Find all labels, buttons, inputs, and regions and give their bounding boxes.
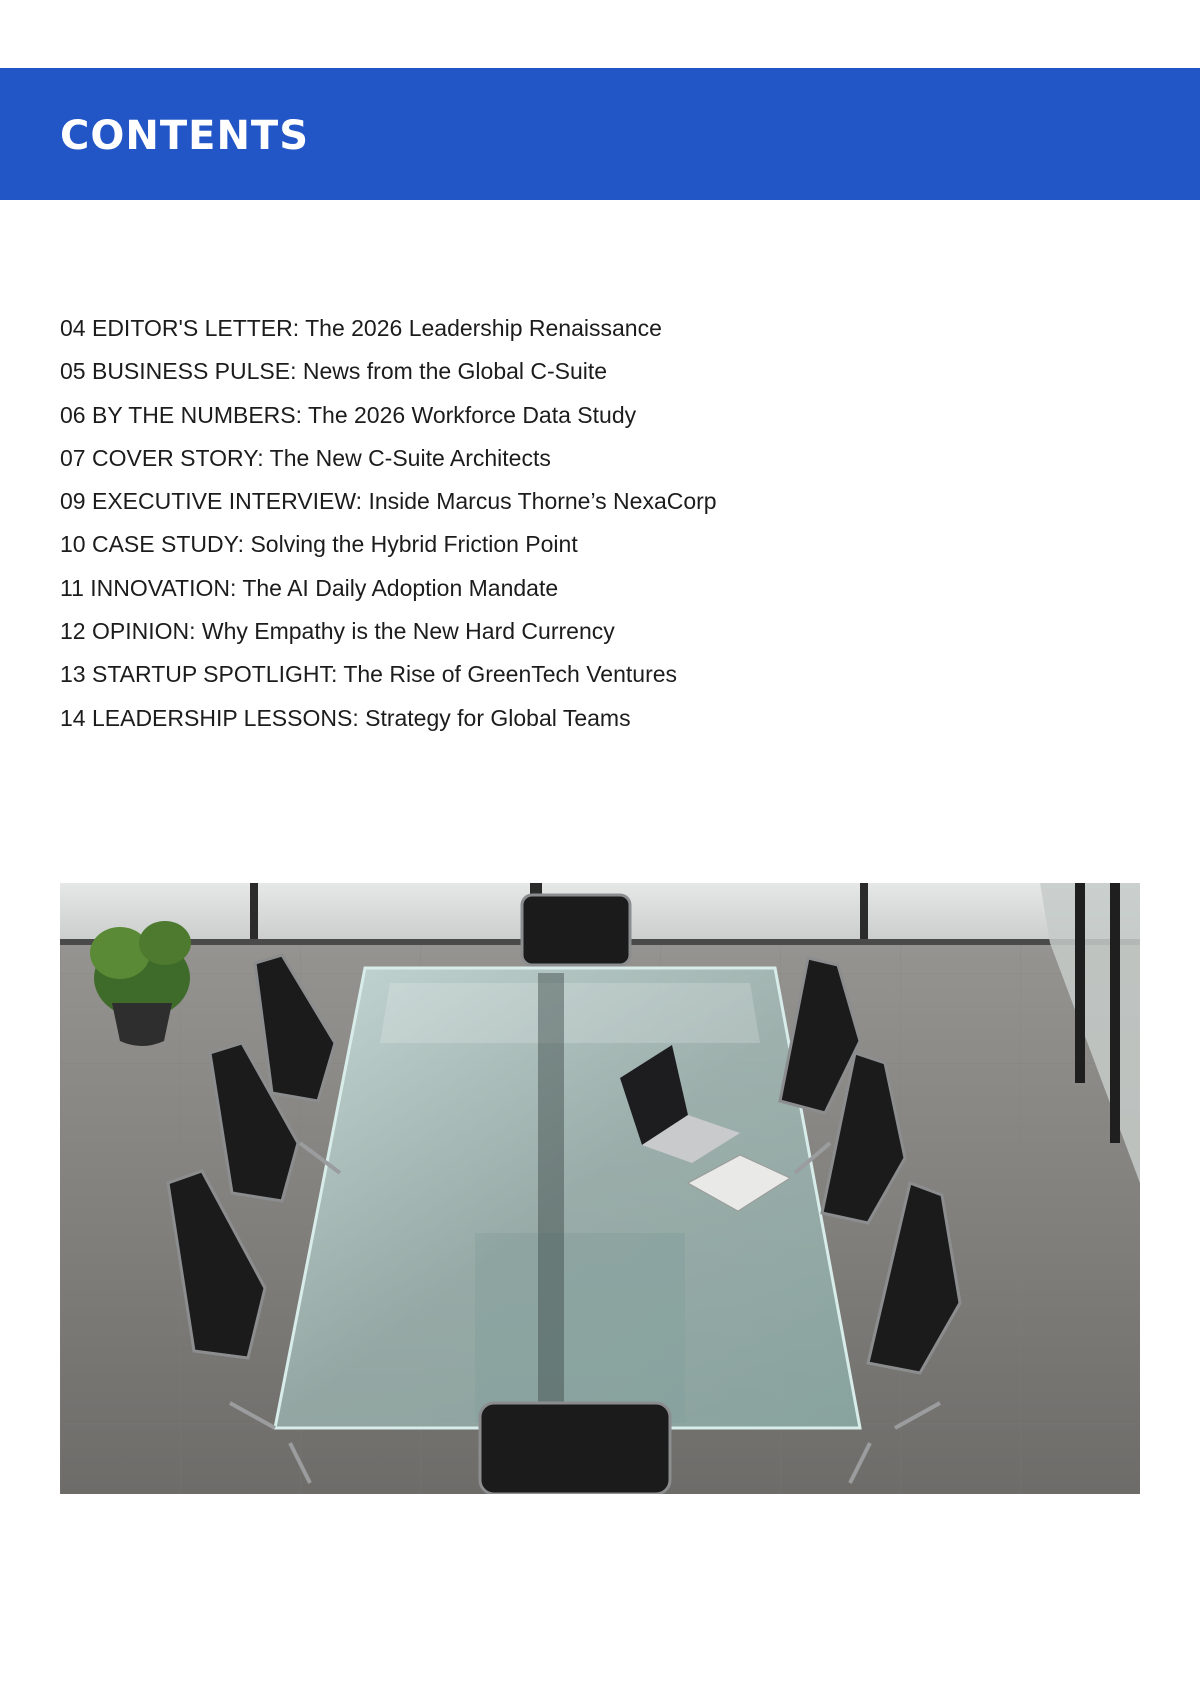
conference-room-photo: [60, 883, 1140, 1494]
toc-item: 10 CASE STUDY: Solving the Hybrid Friction Point: [60, 531, 578, 558]
toc-item: 07 COVER STORY: The New C-Suite Architects: [60, 444, 551, 471]
contents-header-band: [0, 68, 1200, 200]
toc-item: 06 BY THE NUMBERS: The 2026 Workforce Data Study: [60, 401, 637, 428]
toc-item: 12 OPINION: Why Empathy is the New Hard Currency: [60, 618, 615, 645]
table-of-contents: [60, 307, 717, 740]
conference-room-illustration: [60, 883, 1140, 1494]
toc-item: 13 STARTUP SPOTLIGHT: The Rise of GreenTech Ventures: [60, 661, 678, 688]
toc-item: 05 BUSINESS PULSE: News from the Global C-Suite: [60, 358, 608, 385]
page-title: CONTENTS: [60, 113, 310, 159]
toc-item: 09 EXECUTIVE INTERVIEW: Inside Marcus Thorne’s NexaCorp: [60, 488, 717, 515]
toc-item: 04 EDITOR'S LETTER: The 2026 Leadership Renaissance: [60, 315, 662, 341]
toc-item: 14 LEADERSHIP LESSONS: Strategy for Global Teams: [60, 704, 631, 731]
toc-item: 11 INNOVATION: The AI Daily Adoption Mandate: [60, 574, 559, 601]
